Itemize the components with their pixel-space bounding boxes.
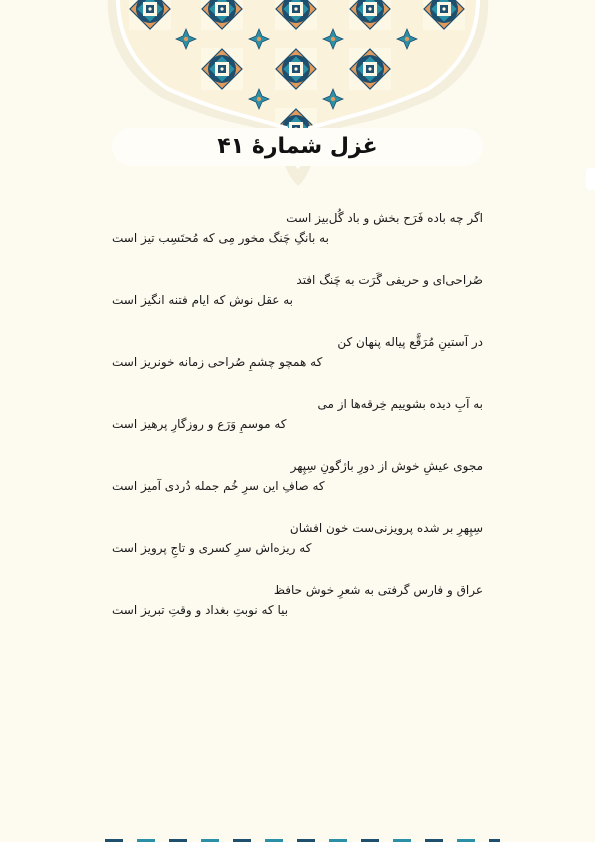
hemistich-first: در آستینِ مُرَقَّع پیاله پنهان کن	[337, 335, 483, 349]
hemistich-second: به عقل نوش که ایام فتنه انگیز است	[112, 293, 294, 307]
bottom-tile-border	[95, 836, 500, 842]
hemistich-first: اگر چه باده فَرَح بخش و باد گُل‌بیز است	[286, 211, 483, 225]
tile-medallion	[349, 0, 391, 30]
tile-medallion	[201, 48, 243, 90]
couplet	[112, 332, 483, 394]
tile-medallion	[275, 0, 317, 30]
couplet	[112, 208, 483, 270]
couplet	[112, 394, 483, 456]
hemistich-first: مجوی عیشِ خوش از دورِ باژگونِ سِپِهر	[290, 459, 483, 473]
hemistich-first: عراق و فارس گرفتی به شعرِ خوش حافظ	[273, 583, 483, 597]
tile-medallion	[275, 48, 317, 90]
tile-medallion	[423, 0, 465, 30]
couplet	[112, 580, 483, 642]
hemistich-second: که صافِ این سرِ خُم جمله دُردی آمیز است	[112, 479, 325, 493]
couplet	[112, 456, 483, 518]
hemistich-second: بیا که نوبتِ بغداد و وقتِ تبریز است	[112, 603, 289, 617]
hemistich-second: به بانگِ چَنگ مخور مِی که مُحتَسِب تیز است	[112, 231, 329, 245]
side-glint	[586, 168, 595, 190]
hemistich-second: که همچو چشمِ صُراحی زمانه خونریز است	[112, 355, 323, 369]
hemistich-second: که ریزه‌اش سرِ کسری و تاجِ پرویز است	[112, 541, 312, 555]
tile-medallion	[201, 0, 243, 30]
couplet	[112, 518, 483, 580]
tile-medallion	[349, 48, 391, 90]
hemistich-second: که موسمِ وَرَع و روزگارِ پرهیز است	[112, 417, 287, 431]
tile-medallion	[129, 0, 171, 30]
page-title: غزل شمارهٔ ۴۱	[217, 134, 378, 159]
hemistich-first: صُراحی‌ای و حریفی گَرَت به چَنگ افتد	[296, 273, 483, 287]
poem	[112, 208, 483, 642]
couplet	[112, 270, 483, 332]
hemistich-first: به آبِ دیده بشوییم خِرقه‌ها از می	[317, 397, 483, 411]
hemistich-first: سِپِهرِ بر شده پرویزنی‌ست خون افشان	[289, 521, 483, 535]
